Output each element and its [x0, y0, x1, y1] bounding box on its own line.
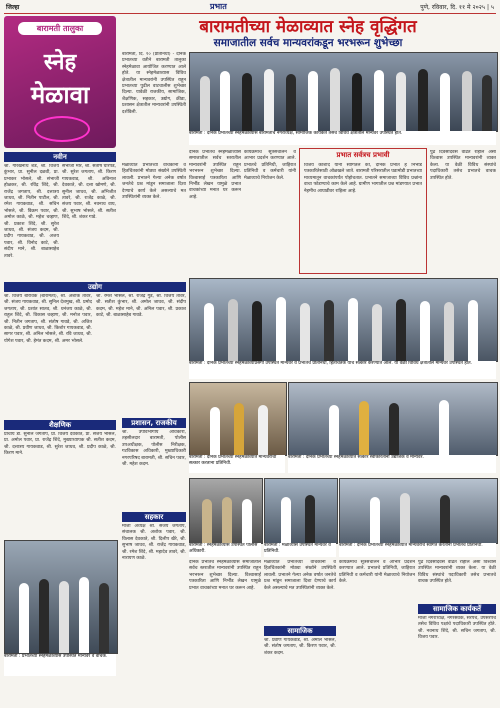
text-navin-1: श्री. गोरखनाथ शेंडे, श्री. विजय कुंभार, प्रा. सुनील दळवी, प्रा. प्रभाकर भोसले, श्री. संभाजी होळकर, श्री. रविंद्र शिंदे, श्री. राजेंद्र जगताप, श्री. दत्तात्रय जाधव, श्री. नितीन पाटील, श्री. रमेश गायकवाड, श्री. सचिन भोसले, श्री. विक्रम पवार, श्री. अमोल काळे, श्री. महेश चव्हाण, श्री. प्रकाश शिंदे, श्री. सुरेश जाधव, श्री. संजय कदम, श्री. प्रदीप गायकवाड, श्री. अजय पवार, श्री. विनोद काटे, श्री. संदीप माने, श्री. बाळासाहेब तावरे.: [4, 164, 59, 259]
paper-name: प्रभात: [210, 2, 227, 11]
photo-caption-6: बारामती : मेळाव्यास उपस्थित मान्यवर व प्रतिनिधी.: [264, 543, 336, 557]
logo-line2: मेळावा: [30, 80, 90, 109]
section-heading-prashasan: प्रशासन, राजकीय: [122, 418, 186, 428]
photo-caption-7: बारामती : दैनिक प्रभातच्या स्नेहमेळाव्यात मान्यवरांचे स्वागत करताना प्रभातचे प्रतिनिधी.: [339, 543, 496, 557]
photo-bottom-left: [4, 540, 118, 654]
photo-caption-4: बारामती : दैनिक प्रभातच्या स्नेहमेळाव्यात सत्कार स्वीकारताना उद्योजक व मान्यवर.: [288, 455, 496, 473]
box-text: विजय काशीद यांनी सांगितले की, दैनिक प्रभात हे निर्भीड पत्रकारितेसाठी ओळखले जाते. बारामती परिसरातील घडामोडी प्रभातच्या माध्यमातून वाचकांपर्यंत पोहोचतात. प्रभातने समाजाच्या विविध प्रश्नांना वाचा फोडण्याचे काम केले आहे. ग्रामीण भागातील प्रश्न मांडण्यात प्रभात नेहमीच आघाडीवर राहिला आहे.: [304, 163, 422, 194]
page-header: [0, 0, 500, 14]
text-shaikshanik: प्राचार्य डॉ. सुनील जगताप, प्रा. विजय देवकाते, प्रा. संजय भोसले, प्रा. अमोल पवार, प्रा. राजेंद्र शिंदे, मुख्याध्यापक श्री. सतीश कदम, श्री. दत्तात्रय गायकवाड, श्री. सुरेश जाधव, श्री. प्रदीप काळे, श्री. किरण माने.: [4, 432, 116, 457]
logo-ring: [34, 116, 90, 142]
intro-text: बारामती, दि. १० (प्रतिनिधी) - दैनिक प्रभातच्या वतीने बारामती तालुका स्नेहमेळावा आयोजित करण्यात आले होते. या स्नेहमेळाव्यास विविध क्षेत्रातील मान्यवरांनी उपस्थित राहून प्रभातच्या पुढील वाटचालीस शुभेच्छा दिल्या. यावेळी राजकीय, सामाजिक, शैक्षणिक, सहकार, उद्योग, क्रीडा, प्रशासन क्षेत्रातील मान्यवरांनी उपस्थिती दर्शविली.: [122, 52, 186, 115]
event-logo: [4, 16, 116, 148]
text-lower-1: दैनिक प्रभातचे स्नेहमेळाव्यास समाजातील सर्वच स्तरातील मान्यवरांनी उपस्थित राहून भरभरून शुभेच्छा दिल्या. विश्वासार्ह पत्रकारिता आणि निर्भीड लेखन यामुळे प्रभात वाचकांच्या मनात घर करून आहे.: [189, 560, 261, 591]
text-udyog-2: श्री. रमेश भोसले, श्री. राजेंद्र गुंडे, श्री. विजय तावरे, श्री. सतीश कुंभार, श्री. अमोल जाधव, श्री. संदीप कदम, श्री. महेश माने, श्री. अनिल पवार, श्री. प्रकाश काटे, श्री. बाळासाहेब गावडे.: [96, 294, 186, 319]
section-heading-shaikshanik: शैक्षणिक: [4, 420, 116, 430]
photo-felicitation-2: [288, 382, 498, 456]
highlight-box: [299, 148, 427, 274]
logo-top-label: बारामती तालुका: [18, 22, 102, 35]
group-photo-main: [189, 52, 498, 132]
text-prashasan: श्री. उपविभागीय अधिकारी, तहसीलदार बारामती, पोलीस उपअधीक्षक, पोलीस निरीक्षक, गटविकास अधिकारी, मुख्याधिकारी नगरपरिषद बारामती, श्री. सचिन पवार, श्री. महेश कदम.: [122, 430, 186, 468]
section-heading-navin: नवीन: [4, 152, 116, 162]
date-line: पुणे, रविवार, दि. ११ मे २०२५ | ५: [420, 4, 494, 11]
text-mid-3: कार्यक्रमाचे सूत्रसंचालन व आभार प्रदर्शन करण्यात आले. प्रभातचे प्रतिनिधी, जाहिरात प्रतिनिधी व कर्मचारी यांनी मेळाव्याचे नियोजन केले.: [244, 150, 296, 181]
photo-welcome: [339, 478, 498, 544]
logo-line1: स्नेह: [43, 49, 77, 75]
photo-police-officers: [189, 478, 263, 544]
photo-dignitaries: [264, 478, 338, 544]
headline: बारामतीच्या मेळाव्यात स्नेह वृद्धिंगत: [199, 17, 417, 37]
photo-felicitation-1: [189, 382, 287, 456]
photo-caption-main: बारामती : दैनिक प्रभातच्या स्नेहमेळाव्यास बारामतीचे नगराध्यक्ष, सामाजिक कार्यकर्ते तसेच विविध क्षेत्रातील मान्यवर उपस्थित होते.: [189, 131, 496, 145]
photo-caption-2: बारामती : दैनिक प्रभातच्या स्नेहमेळाव्याप्रसंगी उपस्थित मान्यवर व प्रभातचे प्रतिनिधी, हितचिंतक यांचे सत्कार करण्यात आले. या वेळी विविध क्षेत्रातील मान्यवर उपस्थित होते.: [189, 361, 496, 379]
text-sahakar: माजी अध्यक्ष श्री. संजय जगताप, संचालक श्री. अशोक पवार, श्री. विलास देवकाते, श्री. दिलीप खैरे, श्री. सुभाष जाधव, श्री. राजेंद्र गायकवाड, श्री. रमेश शिंदे, श्री. महादेव तावरे, श्री. नारायण काळे.: [122, 524, 186, 562]
photo-caption-5: बारामती : स्नेहमेळाव्यास उपस्थित पोलीस अधिकारी.: [189, 543, 261, 557]
text-mid-2: दैनिक प्रभातचे स्नेहमेळाव्यास समाजातील सर्वच स्तरातील मान्यवरांनी उपस्थित राहून भरभरून शुभेच्छा दिल्या. विश्वासार्ह पत्रकारिता आणि निर्भीड लेखन यामुळे प्रभात वाचकांच्या मनात घर करून आहे.: [189, 150, 241, 200]
text-udyog-1: श्री. विजय बोरावके (बारामती), श्री. अशोक तावरे, श्री. संजय गायकवाड, श्री. सुनिल देशमुख, श्री. प्रमोद जगताप, श्री. प्रशांत सातव, श्री. धनंजय काळे, श्री. राहुल शिंदे, श्री. विकास चव्हाण, श्री. मनोज पवार, श्री. नितीन जगताप, श्री. संतोष गावडे, श्री. अजित काळे, श्री. प्रवीण जाधव, श्री. किशोर गायकवाड, श्री. सागर पवार, श्री. अनिल भोसले, श्री. रवि जाधव, श्री. योगेश पवार, श्री. हेमंत कदम, श्री. अमर भोसले.: [4, 294, 92, 344]
text-right: पुढे दिवसेंदिवस वाढत राहील असा विश्वास उपस्थित मान्यवरांनी व्यक्त केला. या वेळी विविध संस्थांचे पदाधिकारी तसेच प्रभातचे वाचक उपस्थित होते.: [430, 150, 496, 181]
text-lower-4: पुढे दिवसेंदिवस वाढत राहील असा विश्वास उपस्थित मान्यवरांनी व्यक्त केला. या वेळी विविध संस्थांचे पदाधिकारी तसेच प्रभातचे वाचक उपस्थित होते.: [418, 560, 496, 585]
section-heading-udyog: उद्योग: [4, 282, 186, 292]
text-samajik: श्री. प्रवीण गायकवाड, श्री. अमोल भोसले, श्री. संतोष जगताप, श्री. किरण पवार, श्री. शंकर कदम.: [264, 638, 336, 656]
text-lower-2: मेळाव्यात प्रभातच्या वाचकांनी व हितचिंतकांनी मोठ्या संख्येने उपस्थिती लावली. प्रभातने गेल्या अनेक वर्षात जनतेचे प्रश्न मांडून समाजाला दिशा देण्याचे कार्य केले असल्याचे मत उपस्थितांनी व्यक्त केले.: [264, 560, 336, 591]
section-label: जिल्हा: [6, 4, 20, 11]
photo-caption-3: बारामती : दैनिक प्रभातच्या स्नेहमेळाव्यात मान्यवरांचा सत्कार करताना प्रतिनिधी.: [189, 455, 285, 473]
text-rajkiya: माजी नगराध्यक्ष, नगरसेवक, सरपंच, उपसरपंच तसेच विविध पक्षांचे पदाधिकारी उपस्थित होते. श्री. नवनाथ शिंदे, श्री. सचिन जगताप, श्री. विजय पवार.: [418, 616, 496, 641]
box-heading: प्रभात सर्वत्रच प्रभावी: [336, 151, 390, 159]
text-mid-1: मेळाव्यात प्रभातच्या वाचकांनी व हितचिंतकांनी मोठ्या संख्येने उपस्थिती लावली. प्रभातने गेल्या अनेक वर्षात जनतेचे प्रश्न मांडून समाजाला दिशा देण्याचे कार्य केले असल्याचे मत उपस्थितांनी व्यक्त केले.: [122, 163, 186, 201]
section-heading-samajik: सामाजिक: [264, 626, 336, 636]
text-lower-3: कार्यक्रमाचे सूत्रसंचालन व आभार प्रदर्शन करण्यात आले. प्रभातचे प्रतिनिधी, जाहिरात प्रतिनिधी व कर्मचारी यांनी मेळाव्याचे नियोजन केले.: [339, 560, 415, 585]
group-photo-2: [189, 278, 498, 362]
text-navin-2: संभाजी मोरे, श्री. संतोष घोरपडे, श्री. सुरेश जगताप, श्री. किरण गायकवाड, श्री. अविनाश देवकाते, श्री. दत्ता खोमणे, श्री. सुनील जाधव, श्री. अभिजीत तावरे, श्री. राजेंद्र काळे, श्री. संजय पवार, श्री. नवनाथ वाघ, श्री. सुभाष भोसले, श्री. सतीश शिंदे, श्री. शंकर गाडे.: [62, 164, 116, 221]
section-heading-rajkiya: सामाजिक कार्यकर्ते: [418, 604, 496, 614]
subheadline: समाजातील सर्वच मान्यवरांकडून भरभरून शुभेच्छा: [213, 37, 403, 49]
photo-caption-bottom: बारामती : प्रभातच्या स्नेहमेळाव्यास उपस्थित मान्यवर व वाचक.: [4, 654, 116, 676]
section-heading-sahakar: सहकार: [122, 512, 186, 522]
